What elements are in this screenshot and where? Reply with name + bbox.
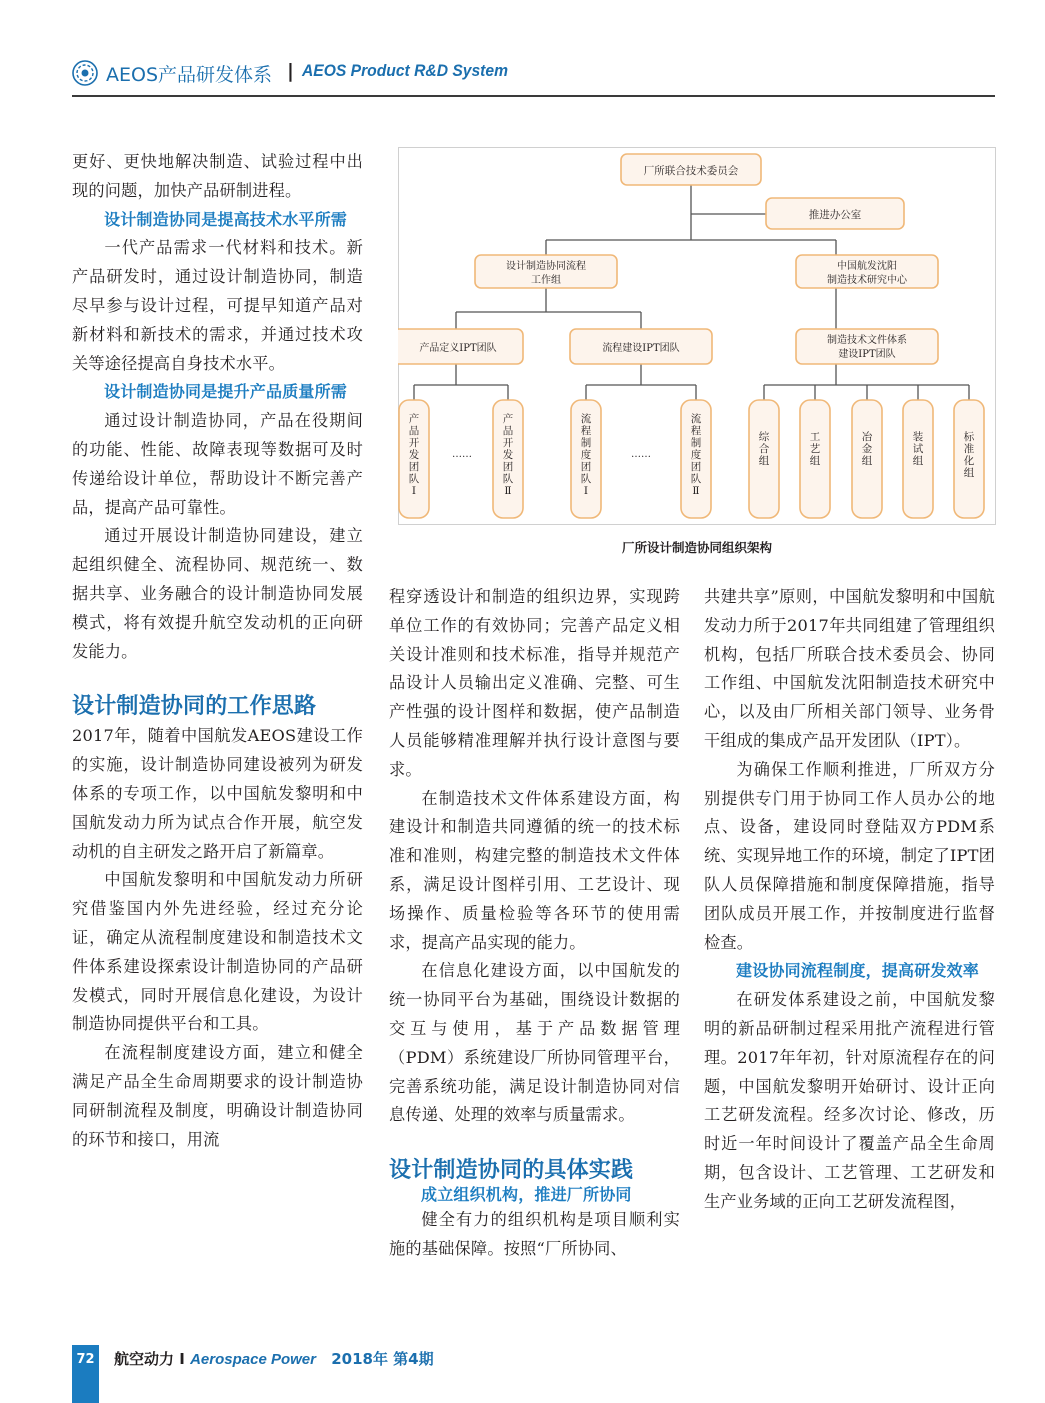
paragraph: 程穿透设计和制造的组织边界，实现跨单位工作的有效协同；完善产品定义相关设计准则和技术标准，指导并规范产品设计人员输出定义准确、完整、可生产性强的设计图样和数据，使产品制造人员能够精准理解并执行设计意图与要求。: [389, 587, 680, 779]
org-chart: [398, 147, 996, 525]
header-title-cn: AEOS产品研发体系: [106, 64, 273, 86]
leaf-label: 流程制度团队 Ⅱ: [690, 413, 702, 497]
svg-text:制造技术文件体系: 制造技术文件体系: [827, 335, 907, 346]
leaf-box: [954, 400, 984, 518]
column-2: [389, 583, 680, 1264]
journal-name-cn: 航空动力: [114, 1350, 175, 1368]
subheading: 建设协同流程制度，提高研发效率: [736, 961, 980, 981]
paragraph: 共建共享”原则，中国航发黎明和中国航发动力所于2017年共同组建了管理组织机构，包括厂所联合技术委员会、协同工作组、中国航发沈阳制造技术研究中心，以及由厂所相关部门领导、业务骨干组成的集成产品开发团队（IPT）。: [704, 587, 995, 750]
leaf-box: [749, 400, 779, 518]
leaf-label: 产品开发团队 Ⅱ: [502, 413, 514, 497]
subheading: 设计制造协同是提高技术水平所需: [104, 209, 348, 229]
leaf-label: 综合组: [758, 431, 770, 467]
footer-journal: [114, 1348, 434, 1369]
journal-separator: I: [179, 1350, 185, 1368]
column-3: [704, 583, 995, 1217]
paragraph: 通过设计制造协同，产品在役期间的功能、性能、故障表现等数据可及时传递给设计单位，帮助设计不断完善产品，提高产品可靠性。: [72, 411, 363, 517]
section-heading: 设计制造协同的具体实践: [389, 1158, 634, 1184]
svg-text:制造技术研究中心: 制造技术研究中心: [827, 275, 907, 286]
paragraph: 中国航发黎明和中国航发动力所研究借鉴国内外先进经验，经过充分论证，确定从流程制度建设和制造技术文件体系建设探索设计制造协同的产品研发模式，同时开展信息化建设，为设计制造协同提供平台和工具。: [72, 870, 363, 1034]
paragraph: 在制造技术文件体系建设方面，构建设计和制造共同遵循的统一的技术标准和准则，构建完整的制造技术文件体系，满足设计图样引用、工艺设计、现场操作、质量检验等各环节的使用需求，提高产品实现的能力。: [389, 788, 680, 952]
svg-text:流程建设IPT团队: 流程建设IPT团队: [602, 343, 680, 354]
paragraph: 一代产品需求一代材料和技术。新产品研发时，通过设计制造协同，制造尽早参与设计过程，可提早知道产品对新材料和新技术的需求，并通过技术攻关等途径提高自身技术水平。: [72, 238, 363, 373]
paragraph: 健全有力的组织机构是项目顺利实施的基础保障。按照“厂所协同、: [389, 1210, 680, 1258]
ellipsis-left: ……: [452, 449, 472, 460]
box-ipt-process: [570, 329, 712, 364]
paragraph: 通过开展设计制造协同建设，建立起组织健全、流程协同、规范统一、数据共享、业务融合的设计制造协同发展模式，将有效提升航空发动机的正向研发能力。: [72, 526, 363, 661]
box-office: [766, 198, 904, 229]
paragraph: 为确保工作顺利推进，厂所双方分别提供专门用于协同工作人员办公的地点、设备，建设同时登陆双方PDM系统、实现异地工作的环境，制定了IPT团队人员保障措施和制度保障措施，指导团队成员开展工作，并按制度进行监督检查。: [704, 759, 995, 952]
header-title-en: AEOS Product R&D System: [302, 61, 508, 80]
ellipsis-mid: ……: [631, 449, 651, 460]
svg-text:建设IPT团队: 建设IPT团队: [838, 349, 896, 360]
svg-text:推进办公室: 推进办公室: [808, 209, 862, 221]
column-1: [72, 148, 363, 1154]
page-number: 72: [76, 1352, 95, 1367]
paragraph: 在流程制度建设方面，建立和健全满足产品全生命周期要求的设计制造协同研制流程及制度，明确设计制造协同的环节和接口，用流: [72, 1043, 363, 1149]
leaf-box: [493, 400, 523, 518]
svg-text:产品定义IPT团队: 产品定义IPT团队: [419, 343, 497, 354]
box-working-group: [475, 255, 617, 288]
header-separator: |: [287, 60, 294, 82]
leaf-label: 冶金组: [861, 431, 873, 467]
svg-text:厂所联合技术委员会: 厂所联合技术委员会: [643, 165, 739, 177]
box-ipt-product-definition: [398, 329, 523, 364]
leaf-box: [399, 400, 429, 518]
box-research-center: [796, 255, 938, 288]
subheading: 设计制造协同是提升产品质量所需: [104, 382, 348, 402]
leaf-box: [681, 400, 711, 518]
paragraph: 2017年，随着中国航发AEOS建设工作的实施，设计制造协同建设被列为研发体系的专项工作，以中国航发黎明和中国航发动力所为试点合作开展，航空发动机的自主研发之路开启了新篇章。: [72, 726, 363, 861]
aeos-logo-icon: [72, 60, 98, 86]
leaf-box: [852, 400, 882, 518]
journal-issue: 2018年 第4期: [331, 1350, 434, 1368]
leaf-box: [903, 400, 933, 518]
svg-text:工作组: 工作组: [531, 275, 561, 286]
paragraph: 在信息化建设方面，以中国航发的统一协同平台为基础，围绕设计数据的交互与使用，基于产品数据管理（PDM）系统建设厂所协同管理平台，完善系统功能，满足设计制造协同对信息传递、处理的效率与质量需求。: [389, 961, 680, 1125]
header-rule: [72, 95, 995, 97]
leaf-box: [571, 400, 601, 518]
box-ipt-documents: [796, 329, 938, 364]
section-heading: 设计制造协同的工作思路: [72, 694, 317, 720]
box-root: [621, 154, 761, 185]
subheading: 成立组织机构，推进厂所协同: [421, 1185, 632, 1205]
paragraph: 在研发体系建设之前，中国航发黎明的新品研制过程采用批产流程进行管理。2017年年初，针对原流程存在的问题，中国航发黎明开始研讨、设计正向工艺研发流程。经多次讨论、修改，历时近一年时间设计了覆盖产品全生命周期，包含设计、工艺管理、工艺研发和生产业务域的正向工艺研发流程图，: [704, 990, 995, 1211]
leaf-box: [800, 400, 830, 518]
chart-caption: 厂所设计制造协同组织架构: [621, 540, 772, 555]
svg-text:中国航发沈阳: 中国航发沈阳: [837, 261, 897, 272]
leaf-label: 产品开发团队 Ⅰ: [408, 413, 420, 497]
leaf-label: 流程制度团队 Ⅰ: [580, 413, 592, 497]
journal-name-en: Aerospace Power: [190, 1351, 316, 1368]
svg-text:设计制造协同流程: 设计制造协同流程: [506, 261, 586, 272]
paragraph: 更好、更快地解决制造、试验过程中出现的问题，加快产品研制进程。: [72, 152, 363, 200]
leaf-label: 工艺组: [809, 431, 821, 467]
leaf-label: 装试组: [912, 431, 924, 467]
leaf-label: 标准化组: [963, 431, 975, 479]
